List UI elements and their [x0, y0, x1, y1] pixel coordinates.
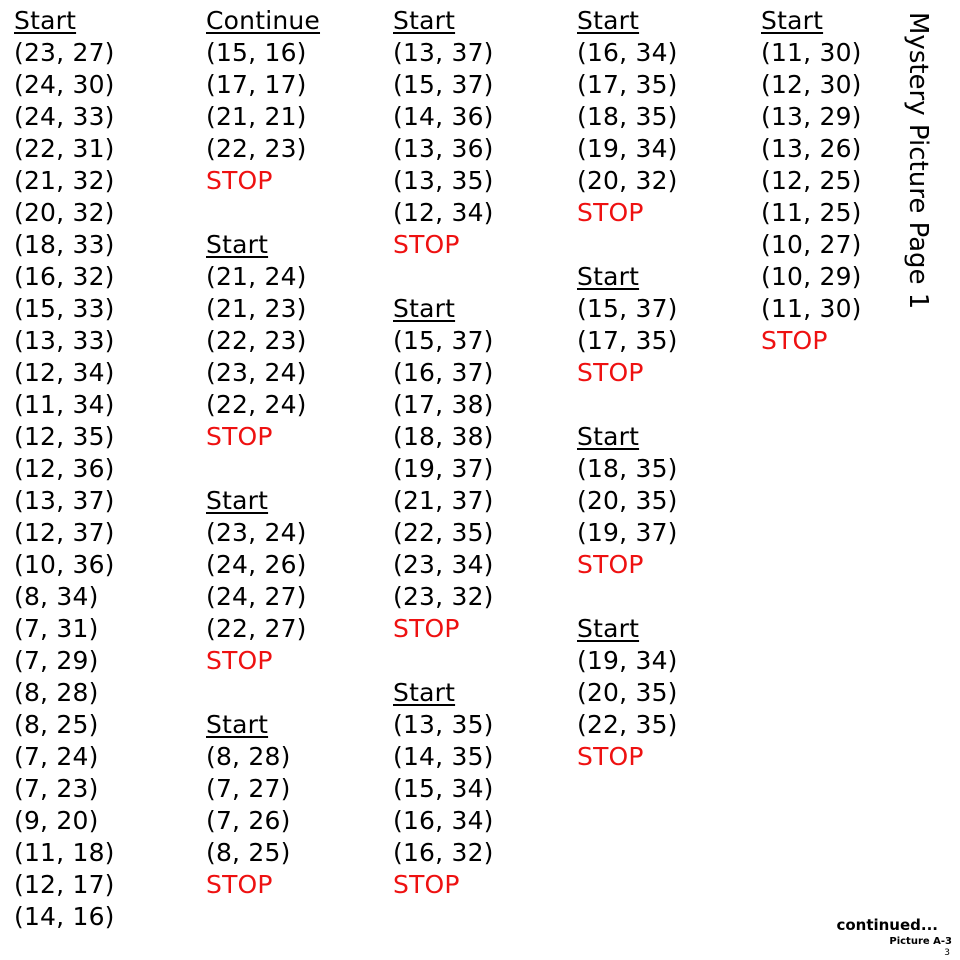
coordinate-pair: (22, 35) — [577, 710, 678, 739]
coordinate-pair: (7, 31) — [14, 614, 99, 643]
spacer — [393, 261, 494, 293]
coordinate-column-2 — [206, 5, 320, 901]
coordinate-pair: (13, 35) — [393, 710, 494, 739]
coordinate-pair: (22, 35) — [393, 518, 494, 547]
coordinate-pair: (13, 36) — [393, 134, 494, 163]
coordinate-pair: (12, 25) — [761, 166, 862, 195]
continue-heading: Continue — [206, 6, 321, 35]
coordinate-pair: (8, 28) — [14, 678, 99, 707]
page-title-container — [896, 12, 940, 322]
page-number: 3 — [944, 948, 950, 958]
coordinate-column-5 — [761, 5, 862, 357]
coordinate-pair: (16, 34) — [577, 38, 678, 67]
stop-label: STOP — [206, 166, 273, 195]
coordinate-pair: (14, 35) — [393, 742, 494, 771]
coordinate-pair: (19, 37) — [577, 518, 678, 547]
coordinate-pair: (16, 34) — [393, 806, 494, 835]
coordinate-pair: (22, 27) — [206, 614, 307, 643]
coordinate-pair: (18, 33) — [14, 230, 115, 259]
coordinate-pair: (15, 16) — [206, 38, 307, 67]
coordinate-column-3 — [393, 5, 494, 901]
coordinate-pair: (11, 34) — [14, 390, 115, 419]
coordinate-pair: (10, 36) — [14, 550, 115, 579]
coordinate-pair: (18, 38) — [393, 422, 494, 451]
start-heading: Start — [393, 678, 456, 707]
coordinate-pair: (21, 21) — [206, 102, 307, 131]
stop-label: STOP — [577, 550, 644, 579]
coordinate-pair: (16, 32) — [393, 838, 494, 867]
coordinate-pair: (13, 29) — [761, 102, 862, 131]
coordinate-pair: (11, 30) — [761, 294, 862, 323]
coordinate-pair: (23, 34) — [393, 550, 494, 579]
spacer — [206, 197, 320, 229]
stop-label: STOP — [577, 358, 644, 387]
stop-label: STOP — [206, 422, 273, 451]
coordinate-pair: (15, 37) — [577, 294, 678, 323]
coordinate-pair: (20, 32) — [14, 198, 115, 227]
coordinate-pair: (12, 35) — [14, 422, 115, 451]
coordinate-pair: (13, 37) — [393, 38, 494, 67]
coordinate-pair: (12, 17) — [14, 870, 115, 899]
coordinate-pair: (13, 35) — [393, 166, 494, 195]
continued-note: continued... — [836, 916, 938, 934]
coordinate-pair: (24, 30) — [14, 70, 115, 99]
coordinate-pair: (7, 27) — [206, 774, 291, 803]
coordinate-pair: (20, 35) — [577, 486, 678, 515]
spacer — [577, 229, 678, 261]
coordinate-pair: (11, 30) — [761, 38, 862, 67]
coordinate-pair: (13, 37) — [14, 486, 115, 515]
coordinate-pair: (12, 34) — [14, 358, 115, 387]
coordinate-pair: (23, 27) — [14, 38, 115, 67]
coordinate-pair: (21, 23) — [206, 294, 307, 323]
coordinate-pair: (20, 35) — [577, 678, 678, 707]
start-heading: Start — [577, 6, 640, 35]
coordinate-pair: (8, 34) — [14, 582, 99, 611]
coordinate-pair: (11, 18) — [14, 838, 115, 867]
stop-label: STOP — [393, 230, 460, 259]
start-heading: Start — [577, 614, 640, 643]
coordinate-pair: (23, 24) — [206, 358, 307, 387]
start-heading: Start — [393, 6, 456, 35]
coordinate-pair: (17, 17) — [206, 70, 307, 99]
coordinate-pair: (22, 24) — [206, 390, 307, 419]
stop-label: STOP — [393, 614, 460, 643]
coordinate-column-1 — [14, 5, 115, 933]
picture-id: Picture A-3 — [889, 936, 952, 947]
coordinate-pair: (19, 34) — [577, 134, 678, 163]
coordinate-pair: (13, 26) — [761, 134, 862, 163]
coordinate-pair: (10, 29) — [761, 262, 862, 291]
coordinate-pair: (7, 23) — [14, 774, 99, 803]
stop-label: STOP — [577, 742, 644, 771]
start-heading: Start — [14, 6, 77, 35]
coordinate-pair: (8, 25) — [14, 710, 99, 739]
spacer — [577, 389, 678, 421]
coordinate-pair: (9, 20) — [14, 806, 99, 835]
spacer — [393, 645, 494, 677]
coordinate-pair: (17, 35) — [577, 326, 678, 355]
start-heading: Start — [206, 486, 269, 515]
coordinate-pair: (20, 32) — [577, 166, 678, 195]
start-heading: Start — [577, 422, 640, 451]
spacer — [206, 677, 320, 709]
start-heading: Start — [393, 294, 456, 323]
coordinate-pair: (15, 33) — [14, 294, 115, 323]
coordinate-pair: (24, 27) — [206, 582, 307, 611]
stop-label: STOP — [206, 646, 273, 675]
coordinate-pair: (14, 16) — [14, 902, 115, 931]
coordinate-pair: (19, 34) — [577, 646, 678, 675]
coordinate-pair: (12, 34) — [393, 198, 494, 227]
coordinate-pair: (22, 23) — [206, 326, 307, 355]
start-heading: Start — [206, 230, 269, 259]
coordinate-pair: (21, 32) — [14, 166, 115, 195]
coordinate-pair: (15, 34) — [393, 774, 494, 803]
coordinate-pair: (8, 28) — [206, 742, 291, 771]
coordinate-pair: (11, 25) — [761, 198, 862, 227]
coordinate-pair: (17, 35) — [577, 70, 678, 99]
coordinate-pair: (12, 30) — [761, 70, 862, 99]
stop-label: STOP — [206, 870, 273, 899]
coordinate-pair: (10, 27) — [761, 230, 862, 259]
coordinate-pair: (24, 33) — [14, 102, 115, 131]
stop-label: STOP — [761, 326, 828, 355]
stop-label: STOP — [577, 198, 644, 227]
coordinate-pair: (21, 37) — [393, 486, 494, 515]
coordinate-pair: (12, 36) — [14, 454, 115, 483]
start-heading: Start — [206, 710, 269, 739]
coordinate-pair: (16, 32) — [14, 262, 115, 291]
coordinate-column-4 — [577, 5, 678, 773]
page-title: Mystery Picture Page 1 — [903, 12, 933, 310]
stop-label: STOP — [393, 870, 460, 899]
coordinate-pair: (23, 24) — [206, 518, 307, 547]
coordinate-pair: (19, 37) — [393, 454, 494, 483]
coordinate-pair: (15, 37) — [393, 70, 494, 99]
coordinate-pair: (22, 23) — [206, 134, 307, 163]
coordinate-pair: (17, 38) — [393, 390, 494, 419]
coordinate-pair: (22, 31) — [14, 134, 115, 163]
coordinate-pair: (7, 24) — [14, 742, 99, 771]
coordinate-pair: (24, 26) — [206, 550, 307, 579]
start-heading: Start — [761, 6, 824, 35]
spacer — [206, 453, 320, 485]
coordinate-pair: (18, 35) — [577, 102, 678, 131]
coordinate-pair: (7, 29) — [14, 646, 99, 675]
coordinate-pair: (15, 37) — [393, 326, 494, 355]
coordinate-pair: (23, 32) — [393, 582, 494, 611]
coordinate-pair: (7, 26) — [206, 806, 291, 835]
coordinate-pair: (14, 36) — [393, 102, 494, 131]
coordinate-pair: (13, 33) — [14, 326, 115, 355]
coordinate-pair: (12, 37) — [14, 518, 115, 547]
coordinate-pair: (18, 35) — [577, 454, 678, 483]
coordinate-pair: (8, 25) — [206, 838, 291, 867]
spacer — [577, 581, 678, 613]
coordinate-pair: (21, 24) — [206, 262, 307, 291]
start-heading: Start — [577, 262, 640, 291]
coordinate-pair: (16, 37) — [393, 358, 494, 387]
